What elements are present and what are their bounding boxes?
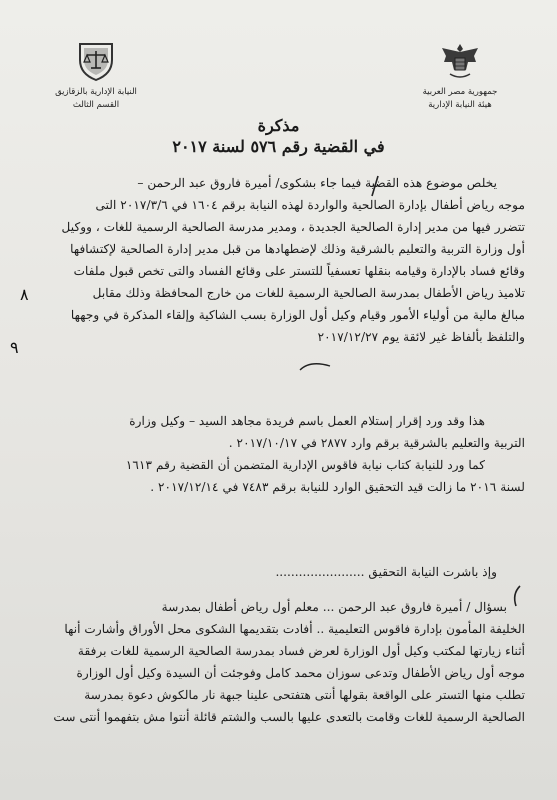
paragraph-line: والتلفظ بألفاظ غير لائقة يوم ٢٠١٧/١٢/٢٧: [317, 330, 525, 344]
title-line2: في القضية رقم ٥٧٦ لسنة ٢٠١٧: [172, 137, 385, 156]
paragraph-line: أول وزارة التربية والتعليم بالشرقية وذلك لإضطهادها من قبل مدير إدارة الصالحية لإكتشافها: [70, 242, 525, 256]
paragraph-line: بسؤال / أميرة فاروق عبد الرحمن ... معلم أول رياض أطفال بمدرسة: [161, 600, 507, 614]
paragraph-line: أثناء زيارتها لمكتب وكيل أول الوزارة لعرض فساد بمدرسة الصالحية الرسمية للغات برفقة: [77, 644, 525, 658]
right-logo-line2: هيئة النيابة الإدارية: [428, 100, 492, 110]
paragraph-line: مبالغ مالية من أولياء الأمور وقيام وكيل أول الوزارة بسب الشاكية وإلقاء المذكرة في وجهها: [70, 308, 525, 322]
handwritten-mark: ٨: [20, 285, 29, 304]
paragraph-line: يخلص موضوع هذه القضية فيما جاء بشكوى/ أميرة فاروق عبد الرحمن –: [137, 176, 497, 190]
paragraph-line: هذا وقد ورد إقرار إستلام العمل باسم فريدة مجاهد السيد – وكيل وزارة: [129, 414, 485, 428]
paragraph-line: تتضرر فيها من مدير إدارة الصالحية الجديدة ، ومدير مدرسة الصالحية الرسمية للغات ، ووكيل: [61, 220, 525, 234]
paragraph-line: وقائع فساد بالإدارة وقيامه بنقلها تعسفياً للتستر على وقائع الفساد والتى تخص قبول ملفات: [73, 264, 525, 278]
paragraph-line: الخليفة المأمون بإدارة فاقوس التعليمية .. أفادت بتقديمها الشكوى محل الأوراق وأشارت أنها: [64, 622, 525, 636]
investigation-heading: وإذ باشرت النيابة التحقيق .......................: [275, 565, 497, 579]
paragraph-line: تلاميذ رياض الأطفال بمدرسة الصالحية الرسمية للغات من خارج المحافظة وذلك مقابل: [92, 286, 525, 300]
paragraph-line: لسنة ٢٠١٦ ما زالت قيد التحقيق الوارد للنيابة برقم ٧٤٨٣ في ٢٠١٧/١٢/١٤ .: [150, 480, 525, 494]
left-logo-line2: القسم الثالث: [72, 100, 120, 110]
title-line1: مذكرة: [257, 116, 300, 135]
paragraph-line: موجه رياض أطفال بإدارة الصالحية والواردة لهذه النيابة برقم ١٦٠٤ في ٢٠١٧/٣/٦ التى: [95, 198, 525, 212]
paragraph-line: موجه أول رياض الأطفال وتدعى سوزان محمد كامل وفوجئت أن السيدة وكيل أول الوزارة: [76, 666, 525, 680]
paragraph-line: تطلب منها التستر على الواقعة بقولها أنتى هتفتحى علينا جبهة نار مالكوش دعوة بمدرسة: [84, 688, 525, 702]
left-logo-line1: النيابة الإدارية بالزقازيق: [55, 87, 137, 97]
paragraph-line: التربية والتعليم بالشرقية برقم وارد ٢٨٧٧ في ٢٠١٧/١٠/١٧ .: [228, 436, 525, 450]
paragraph-line: كما ورد للنيابة كتاب نيابة فاقوس الإدارية المتضمن أن القضية رقم ١٦١٣: [125, 458, 485, 472]
handwritten-mark: ٩: [10, 338, 19, 357]
right-logo-line1: جمهورية مصر العربية: [422, 87, 498, 97]
paragraph-line: الصالحية الرسمية للغات وقامت بالتعدى عليها بالسب والشتم قائلة أنتوا مش بتفهموا أنتى ست: [53, 710, 525, 724]
